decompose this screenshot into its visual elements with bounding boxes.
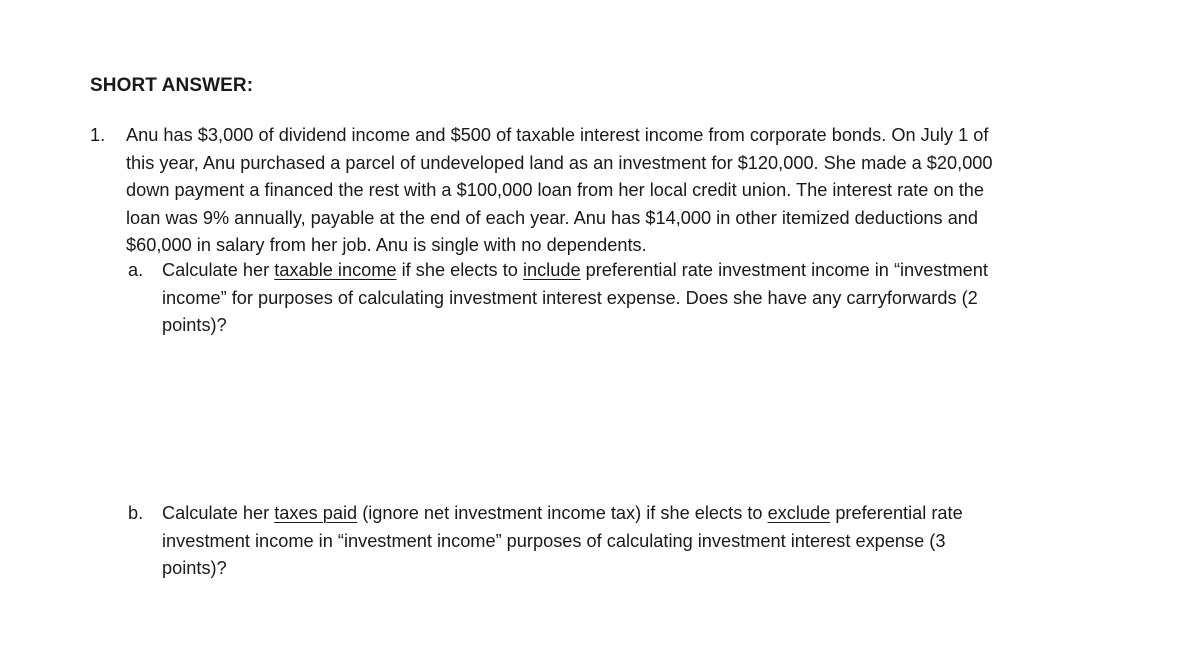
question-number: 1.: [90, 125, 106, 145]
question-line: $60,000 in salary from her job. Anu is single with no dependents.: [126, 235, 647, 255]
part-b-label: b.: [128, 503, 144, 523]
question-line: down payment a financed the rest with a $100,000 loan from her local credit union. The interest rate on the: [126, 180, 985, 200]
part-b-line-3: points)?: [162, 558, 227, 578]
question-line: this year, Anu purchased a parcel of undeveloped land as an investment for $120,000. She made a $20,000: [126, 152, 993, 173]
question-part-b: [128, 500, 1118, 583]
part-a-label: a.: [128, 260, 144, 280]
question-1: [90, 122, 1120, 260]
question-part-a: [128, 257, 1118, 340]
underlined-term-taxes-paid: taxes paid: [274, 503, 358, 523]
part-a-line-2: income” for purposes of calculating investment interest expense. Does she have any carryforwards (2: [162, 287, 978, 308]
underlined-term-taxable-income: taxable income: [274, 260, 397, 280]
part-a-line-1: [162, 257, 1118, 285]
question-body: [126, 122, 1120, 260]
question-line: loan was 9% annually, payable at the end of each year. Anu has $14,000 in other itemized deductions and: [126, 207, 979, 228]
part-b-text: (ignore net investment income tax) if she elects to: [357, 503, 768, 523]
part-b-line-2: investment income in “investment income” purposes of calculating investment interest expense (3: [162, 530, 946, 551]
part-b-text: preferential rate: [830, 503, 963, 523]
part-a-line-3: points)?: [162, 315, 227, 335]
part-a-text: if she elects to: [396, 260, 523, 280]
question-line: Anu has $3,000 of dividend income and $500 of taxable interest income from corporate bonds. On July 1 of: [126, 125, 989, 145]
underlined-term-exclude: exclude: [767, 503, 831, 523]
section-heading: SHORT ANSWER:: [90, 75, 254, 96]
part-b-body: [162, 500, 1118, 583]
part-b-line-1: [162, 500, 1118, 528]
part-a-text: preferential rate investment income in “investment: [580, 260, 988, 280]
part-b-text: Calculate her: [162, 503, 275, 523]
underlined-term-include: include: [522, 260, 581, 280]
part-a-text: Calculate her: [162, 260, 275, 280]
part-a-body: [162, 257, 1118, 340]
